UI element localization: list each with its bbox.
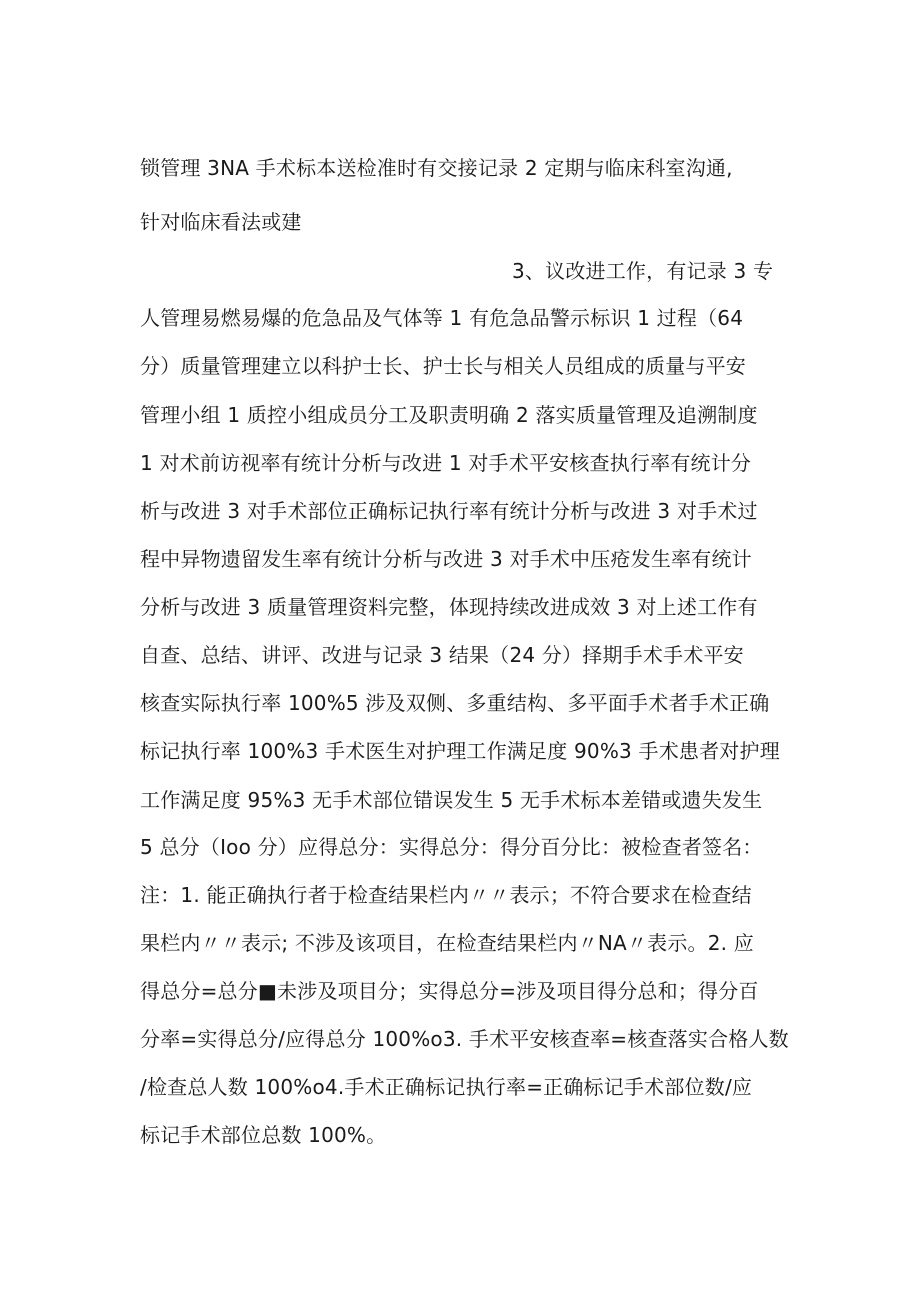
paragraph-line: 人管理易燃易爆的危急品及气体等 1 有危急品警示标识 1 过程（64: [140, 306, 744, 330]
paragraph-line: 针对临床看法或建: [140, 210, 302, 234]
paragraph-line: 分率=实得总分/应得总分 100%o3. 手术平安核查率=核查落实合格人数: [140, 1027, 789, 1051]
paragraph-line: /检查总人数 100%o4.手术正确标记执行率=正确标记手术部位数/应: [140, 1075, 753, 1099]
paragraph-line: 程中异物遗留发生率有统计分析与改进 3 对手术中压疮发生率有统计: [140, 547, 752, 571]
paragraph-line: 标记执行率 100%3 手术医生对护理工作满足度 90%3 手术患者对护理: [140, 739, 780, 763]
paragraph-line: 自查、总结、讲评、改进与记录 3 结果（24 分）择期手术手术平安: [140, 643, 744, 667]
paragraph-line: 标记手术部位总数 100%。: [140, 1123, 387, 1147]
paragraph-line: 分）质量管理建立以科护士长、护士长与相关人员组成的质量与平安: [140, 354, 746, 378]
paragraph-line: 析与改进 3 对手术部位正确标记执行率有统计分析与改进 3 对手术过: [140, 499, 758, 523]
paragraph-line: 工作满足度 95%3 无手术部位错误发生 5 无手术标本差错或遗失发生: [140, 788, 763, 812]
paragraph-line: 锁管理 3NA 手术标本送检准时有交接记录 2 定期与临床科室沟通,: [140, 156, 733, 180]
paragraph-line: 注：1. 能正确执行者于检查结果栏内〃〃表示；不符合要求在检查结: [140, 883, 752, 907]
paragraph-line: 5 总分（Ioo 分）应得总分：实得总分：得分百分比：被检查者签名：: [140, 835, 763, 859]
paragraph-line: 得总分=总分■未涉及项目分；实得总分=涉及项目得分总和；得分百: [140, 979, 759, 1003]
paragraph-line: 管理小组 1 质控小组成员分工及职责明确 2 落实质量管理及追溯制度: [140, 403, 758, 427]
paragraph-line: 果栏内〃〃表示; 不涉及该项目，在检查结果栏内〃NA〃表示。2. 应: [140, 931, 754, 955]
paragraph-line: 1 对术前访视率有统计分析与改进 1 对手术平安核查执行率有统计分: [140, 451, 752, 475]
paragraph-line: 分析与改进 3 质量管理资料完整，体现持续改进成效 3 对上述工作有: [140, 595, 758, 619]
paragraph-line: 3、议改进工作，有记录 3 专: [512, 259, 774, 283]
paragraph-line: 核查实际执行率 100%5 涉及双侧、多重结构、多平面手术者手术正确: [140, 691, 770, 715]
